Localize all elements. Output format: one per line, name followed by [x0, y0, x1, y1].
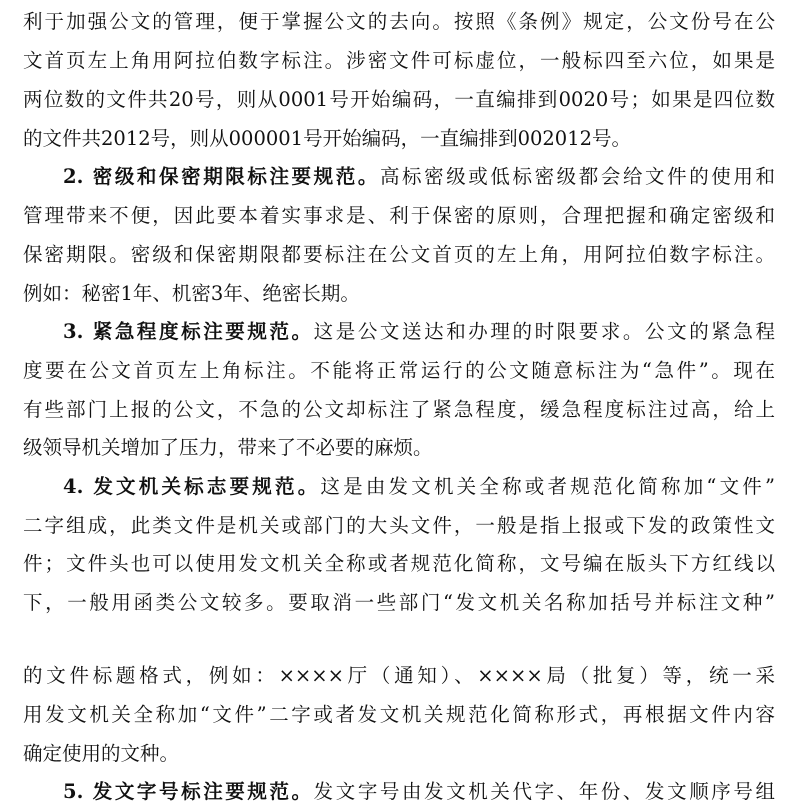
text-line: 管理带来不便，因此要本着实事求是、利于保密的原则，合理把握和确定密级和: [23, 204, 775, 227]
text-line: 有些部门上报的公文，不急的公文却标注了紧急程度，缓急程度标注过高，给上: [23, 398, 775, 421]
section-heading-line: 2. 密级和保密期限标注要规范。高标密级或低标密级都会给文件的使用和: [63, 165, 775, 188]
text-line: 确定使用的文种。: [23, 742, 180, 765]
text-line: 保密期限。密级和保密期限都要标注在公文首页的左上角，用阿拉伯数字标注。: [23, 243, 775, 266]
text-line: 级领导机关增加了压力，带来了不必要的麻烦。: [23, 436, 433, 459]
text-line: 的文件共2012号，则从000001号开始编码，一直编排到002012号。: [23, 127, 632, 150]
text-line: 件；文件头也可以使用发文机关全称或者规范化简称，文号编在版头下方红线以: [23, 552, 775, 575]
text-line: 度要在公文首页左上角标注。不能将正常运行的公文随意标注为“急件”。现在: [23, 359, 775, 382]
text-line: 利于加强公文的管理，便于掌握公文的去向。按照《条例》规定，公文份号在公: [23, 10, 775, 33]
text-line: 下，一般用函类公文较多。要取消一些部门“发文机关名称加括号并标注文种”: [23, 591, 775, 614]
text-line: 例如：秘密1年、机密3年、绝密长期。: [23, 282, 360, 305]
section-heading-line: 3. 紧急程度标注要规范。这是公文送达和办理的时限要求。公文的紧急程: [63, 320, 775, 343]
text-line: 二字组成，此类文件是机关或部门的大头文件，一般是指上报或下发的政策性文: [23, 514, 775, 537]
text-line: 的文件标题格式，例如：××××厅（通知）、××××局（批复）等，统一采: [23, 664, 775, 687]
section-heading: 5. 发文字号标注要规范。: [63, 780, 314, 803]
section-heading: 3. 紧急程度标注要规范。: [63, 320, 314, 343]
text-line: 文首页左上角用阿拉伯数字标注。涉密文件可标虚位，一般标四至六位，如果是: [23, 49, 775, 72]
text-line: 用发文机关全称加“文件”二字或者发文机关规范化简称形式，再根据文件内容: [23, 703, 775, 726]
text-line: 两位数的文件共20号，则从0001号开始编码，一直编排到0020号；如果是四位数: [23, 88, 775, 111]
section-heading: 2. 密级和保密期限标注要规范。: [63, 165, 380, 188]
section-heading-line: 5. 发文字号标注要规范。发文字号由发文机关代字、年份、发文顺序号组: [63, 780, 775, 803]
section-heading: 4. 发文机关标志要规范。: [63, 475, 321, 498]
section-heading-line: 4. 发文机关标志要规范。这是由发文机关全称或者规范化简称加“文件”: [63, 475, 775, 498]
